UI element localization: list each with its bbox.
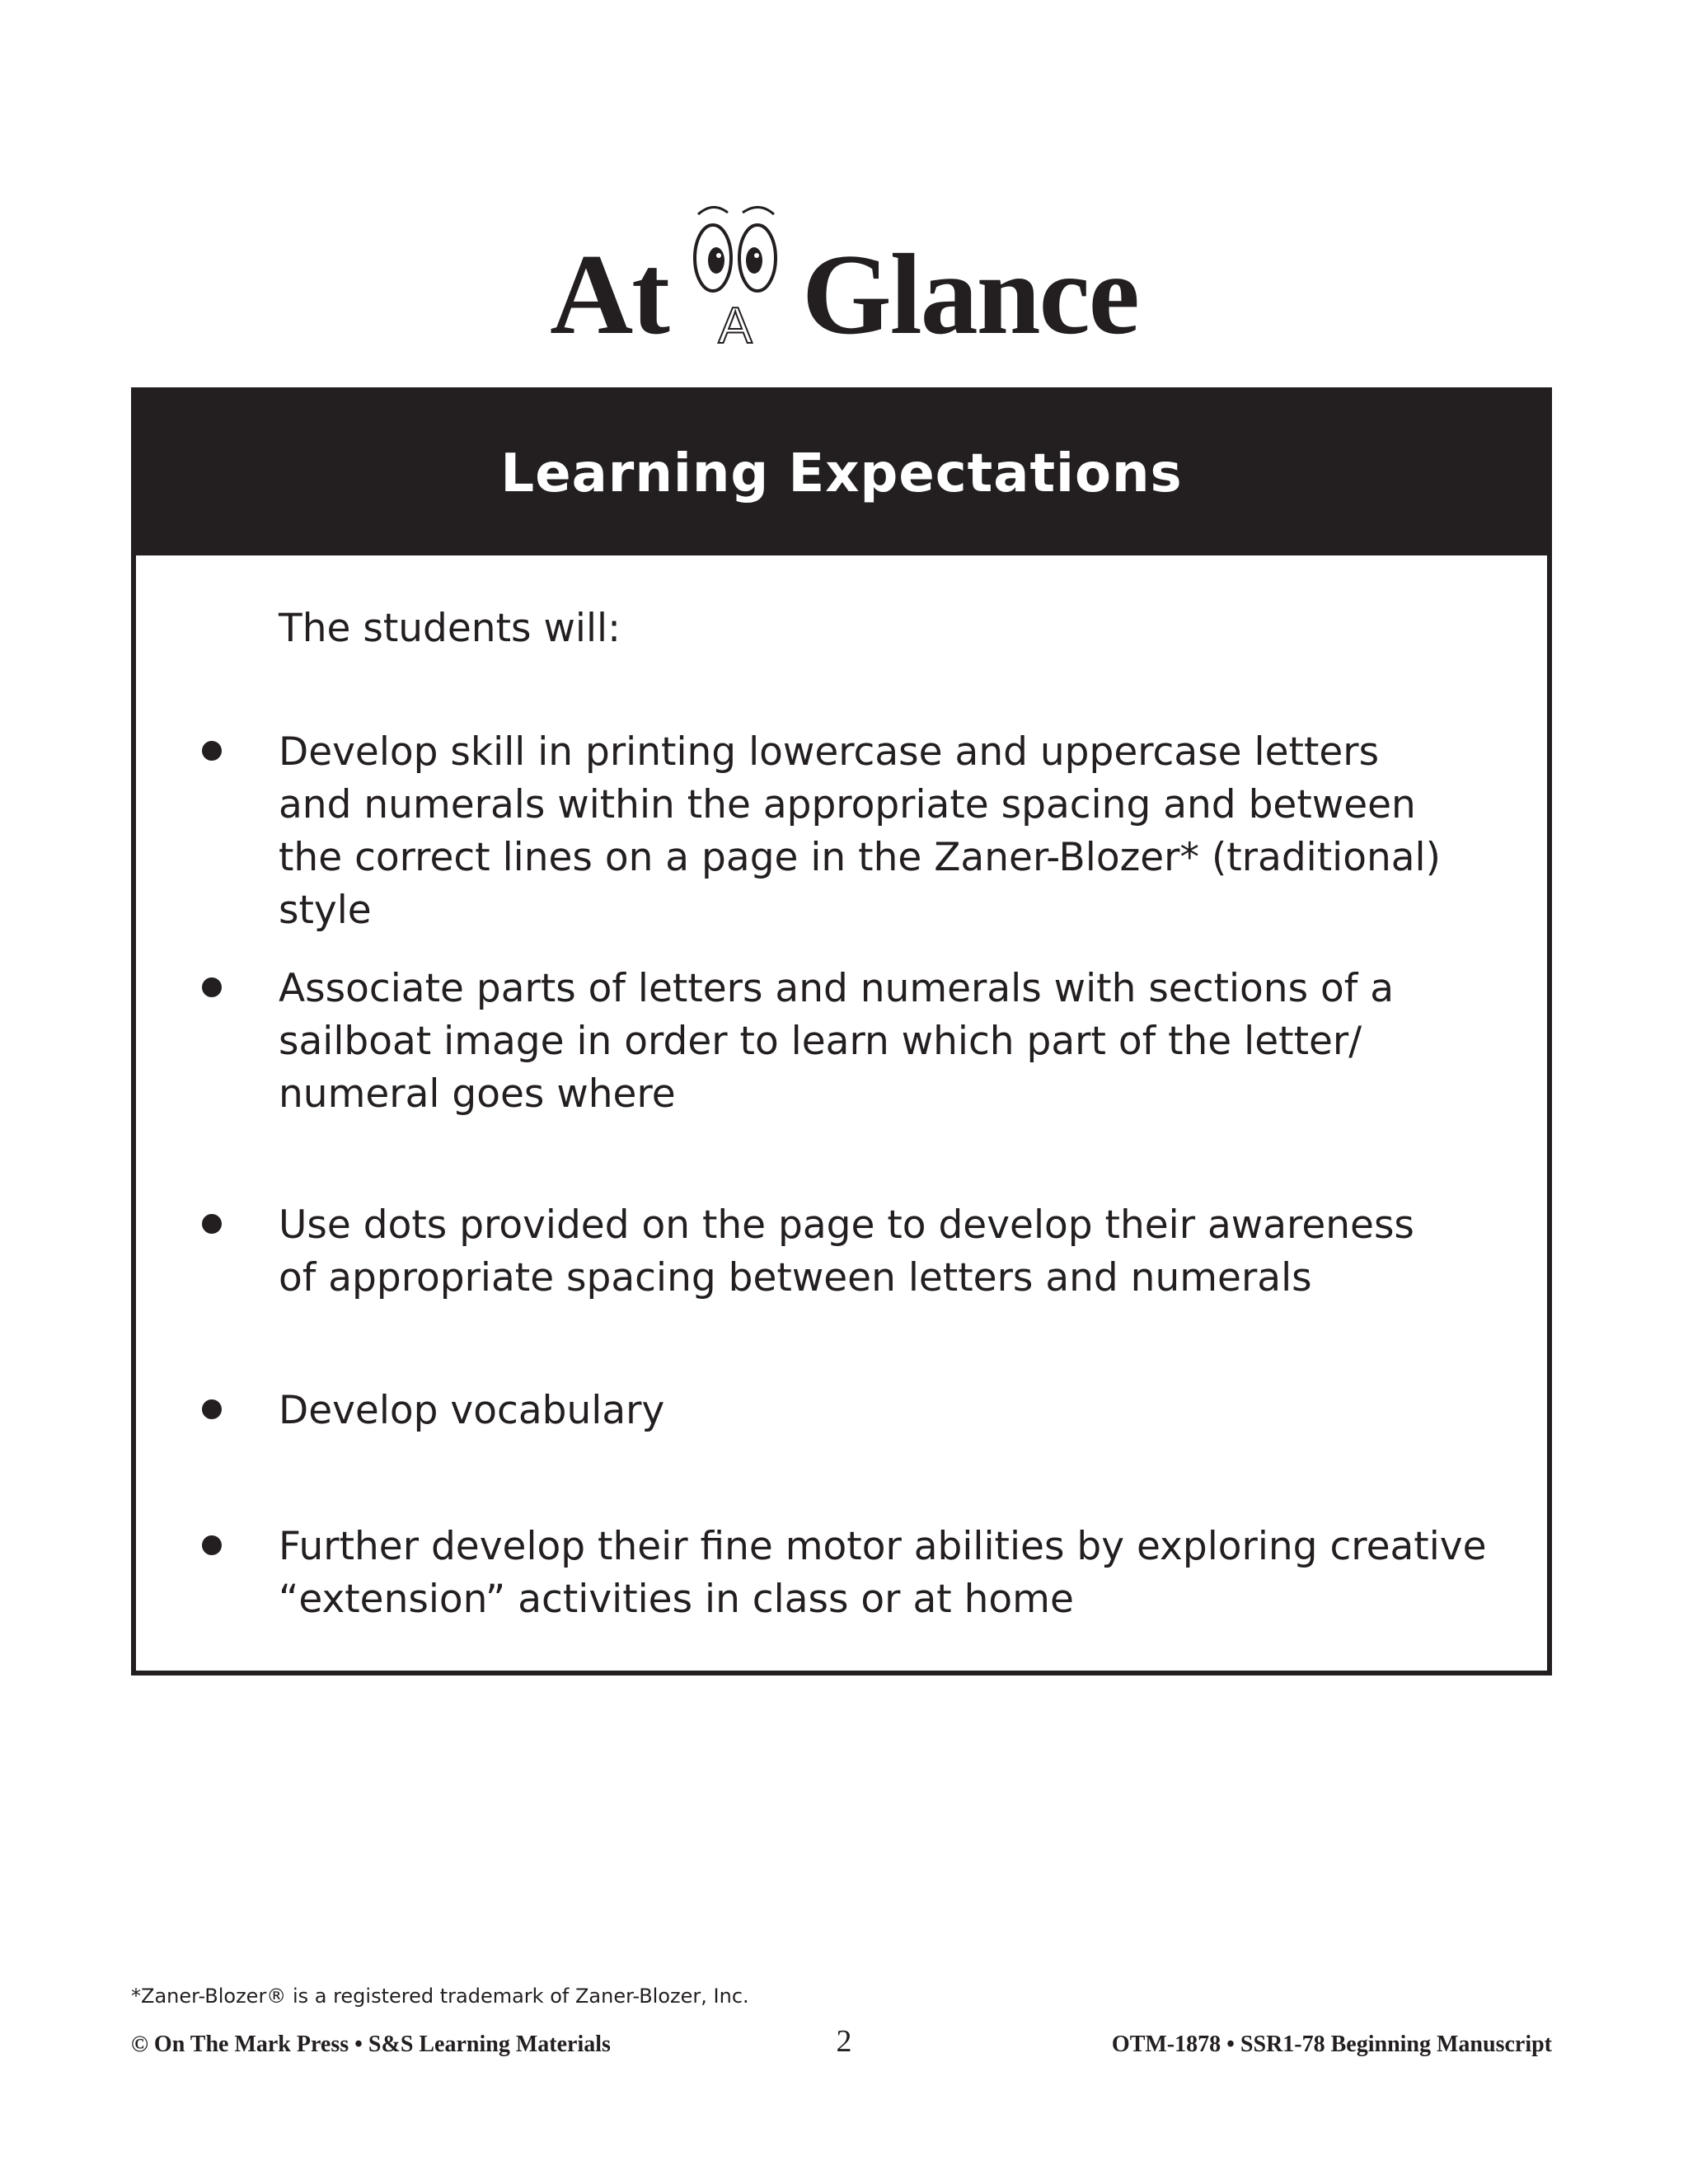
svg-text:A: A [718, 298, 753, 353]
intro-text: The students will: [279, 606, 621, 651]
bullet-icon [202, 1214, 222, 1234]
list-item-text: Develop vocabulary [279, 1388, 665, 1433]
googly-eyes-a-logo-icon [673, 196, 797, 353]
page-number: 2 [836, 2024, 852, 2059]
list-item-text: Develop skill in printing lowercase and uppercase letters and numerals within the appropriate spacing and between the correct lines on a page in the Zaner-Blozer* (traditional) style [279, 729, 1441, 933]
title-word-at: At [550, 231, 668, 359]
box-header [136, 392, 1547, 555]
learning-expectations-box [131, 387, 1552, 1675]
trademark-footnote: *Zaner-Blozer® is a registered trademark of Zaner-Blozer, Inc. [131, 1985, 749, 2008]
bullet-icon [202, 741, 222, 761]
bullet-icon [202, 977, 222, 997]
footer-publisher: © On The Mark Press • S&S Learning Materials [131, 2032, 611, 2057]
list-item-text: Further develop their fine motor abilities by exploring creative “extension” activities in class or at home [279, 1524, 1487, 1622]
title-word-glance: Glance [801, 231, 1138, 359]
bullet-icon [202, 1535, 222, 1555]
page-title [0, 196, 1688, 359]
box-header-title: Learning Expectations [500, 443, 1183, 504]
footer-product-code: OTM-1878 • SSR1-78 Beginning Manuscript [1111, 2032, 1552, 2057]
bullet-icon [202, 1399, 222, 1419]
list-item-text: Associate parts of letters and numerals with sections of a sailboat image in order to learn which part of the letter/ numeral goes where [279, 966, 1395, 1117]
list-item-text: Use dots provided on the page to develop their awareness of appropriate spacing between letters and numerals [279, 1202, 1414, 1301]
